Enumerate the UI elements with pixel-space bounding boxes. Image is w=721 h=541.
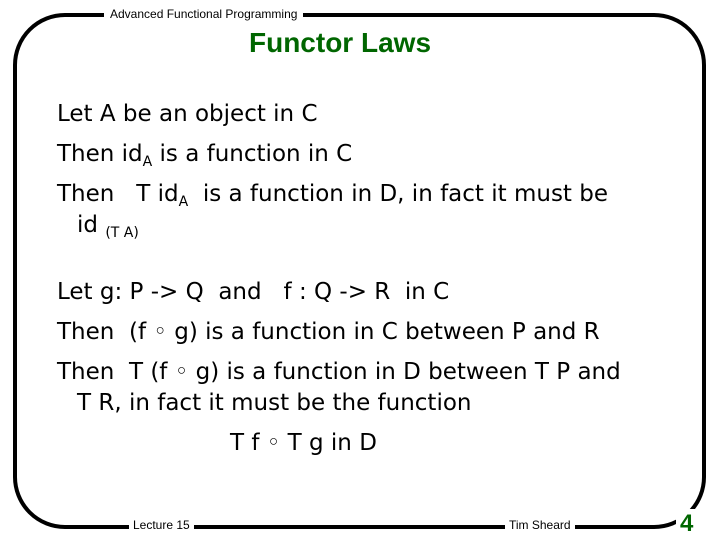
footer-author: Tim Sheard <box>505 516 575 534</box>
subscript: A <box>142 154 153 170</box>
footer-lecture: Lecture 15 <box>129 516 194 534</box>
body-line-9: T f ◦ T g in D <box>230 430 377 456</box>
body-line-8: T R, in fact it must be the function <box>77 390 472 416</box>
text: Then T id <box>57 181 179 207</box>
slide-title: Functor Laws <box>249 27 432 58</box>
page-number: 4 <box>676 509 697 539</box>
text: id <box>77 212 106 238</box>
text: is a function in C <box>152 141 353 167</box>
body-line-7: Then T (f ◦ g) is a function in D between T P and <box>57 359 621 385</box>
course-title: Advanced Functional Programming <box>104 6 303 22</box>
body-line-2 <box>57 139 352 177</box>
body-line-4 <box>77 210 139 248</box>
body-line-3 <box>57 179 608 217</box>
body-line-5: Let g: P -> Q and f : Q -> R in C <box>57 279 450 305</box>
body-line-6: Then (f ◦ g) is a function in C between P and R <box>57 319 600 345</box>
subscript: A <box>178 194 189 210</box>
text: Then id <box>57 141 143 167</box>
subscript: (T A) <box>105 225 139 241</box>
body-line-1: Let A be an object in C <box>57 101 318 127</box>
text: is a function in D, in fact it must be <box>188 181 609 207</box>
